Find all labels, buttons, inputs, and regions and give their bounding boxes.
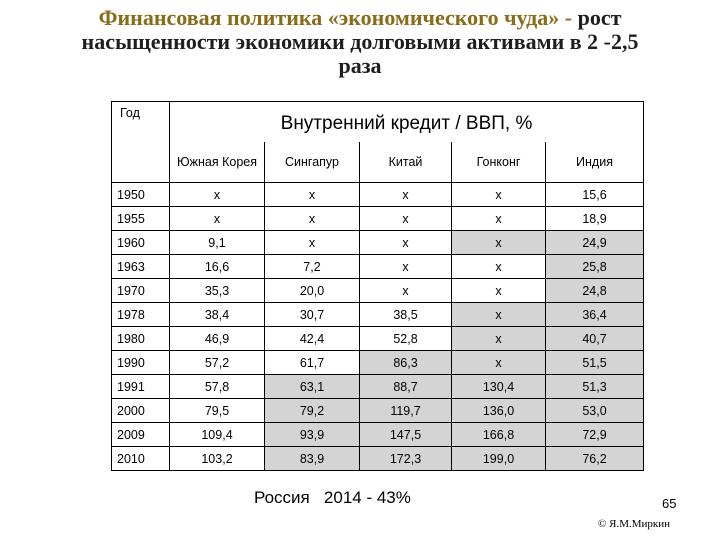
- value-cell: 57,8: [170, 375, 265, 399]
- value-cell: x: [265, 207, 360, 231]
- year-cell: 1955: [112, 207, 170, 231]
- value-cell: x: [360, 207, 452, 231]
- value-cell: 36,4: [546, 303, 644, 327]
- year-cell: 1970: [112, 279, 170, 303]
- value-cell: 9,1: [170, 231, 265, 255]
- table-row: [112, 279, 644, 303]
- value-cell: 61,7: [265, 351, 360, 375]
- year-cell: 2009: [112, 423, 170, 447]
- value-cell: 79,5: [170, 399, 265, 423]
- copyright: © Я.М.Миркин: [598, 518, 671, 530]
- value-cell: 24,8: [546, 279, 644, 303]
- value-cell: 86,3: [360, 351, 452, 375]
- credit-gdp-table: [111, 101, 644, 471]
- col-header-singapore: Сингапур: [265, 142, 360, 183]
- col-header-india: Индия: [546, 142, 644, 183]
- value-cell: 76,2: [546, 447, 644, 471]
- table-row: [112, 231, 644, 255]
- year-cell: 2010: [112, 447, 170, 471]
- table-row: [112, 255, 644, 279]
- slide-title: [0, 6, 720, 78]
- value-cell: x: [452, 279, 546, 303]
- table-row: [112, 399, 644, 423]
- value-cell: x: [452, 351, 546, 375]
- value-cell: 63,1: [265, 375, 360, 399]
- value-cell: x: [265, 183, 360, 207]
- year-cell: 1963: [112, 255, 170, 279]
- year-cell: 1990: [112, 351, 170, 375]
- main-header: Внутренний кредит / ВВП, %: [170, 102, 644, 143]
- value-cell: 53,0: [546, 399, 644, 423]
- title-line-3: раза: [338, 53, 382, 78]
- year-cell: 1950: [112, 183, 170, 207]
- value-cell: 199,0: [452, 447, 546, 471]
- value-cell: 16,6: [170, 255, 265, 279]
- value-cell: 147,5: [360, 423, 452, 447]
- value-cell: x: [452, 255, 546, 279]
- value-cell: 20,0: [265, 279, 360, 303]
- table-row: [112, 303, 644, 327]
- value-cell: 35,3: [170, 279, 265, 303]
- value-cell: 109,4: [170, 423, 265, 447]
- value-cell: 15,6: [546, 183, 644, 207]
- table-row: [112, 327, 644, 351]
- table-row: [112, 351, 644, 375]
- value-cell: 42,4: [265, 327, 360, 351]
- col-header-hong-kong: Гонконг: [452, 142, 546, 183]
- title-line-1-text: Финансовая политика «экономического чуда» -: [98, 5, 578, 30]
- year-cell: 1978: [112, 303, 170, 327]
- value-cell: x: [452, 303, 546, 327]
- value-cell: x: [452, 183, 546, 207]
- table-body: [112, 183, 644, 471]
- value-cell: x: [170, 207, 265, 231]
- value-cell: 52,8: [360, 327, 452, 351]
- value-cell: 88,7: [360, 375, 452, 399]
- value-cell: 46,9: [170, 327, 265, 351]
- table-row: [112, 423, 644, 447]
- year-cell: 2000: [112, 399, 170, 423]
- value-cell: 172,3: [360, 447, 452, 471]
- table-row: [112, 207, 644, 231]
- value-cell: 38,5: [360, 303, 452, 327]
- value-cell: 38,4: [170, 303, 265, 327]
- russia-label: Россия: [254, 488, 310, 507]
- table-row: [112, 183, 644, 207]
- value-cell: 40,7: [546, 327, 644, 351]
- col-header-south-korea: Южная Корея: [170, 142, 265, 183]
- russia-note: [254, 488, 411, 508]
- value-cell: 136,0: [452, 399, 546, 423]
- year-header: Год: [112, 102, 170, 183]
- value-cell: 24,9: [546, 231, 644, 255]
- value-cell: x: [360, 183, 452, 207]
- value-cell: x: [452, 231, 546, 255]
- value-cell: 79,2: [265, 399, 360, 423]
- title-line-1: [0, 6, 720, 30]
- value-cell: 103,2: [170, 447, 265, 471]
- value-cell: 166,8: [452, 423, 546, 447]
- value-cell: x: [452, 327, 546, 351]
- value-cell: 83,9: [265, 447, 360, 471]
- value-cell: 51,3: [546, 375, 644, 399]
- value-cell: 25,8: [546, 255, 644, 279]
- value-cell: x: [265, 231, 360, 255]
- page-number: 65: [662, 496, 677, 511]
- year-cell: 1991: [112, 375, 170, 399]
- value-cell: 7,2: [265, 255, 360, 279]
- russia-value: 2014 - 43%: [323, 488, 411, 507]
- value-cell: 119,7: [360, 399, 452, 423]
- table-row: [112, 375, 644, 399]
- value-cell: x: [170, 183, 265, 207]
- value-cell: x: [452, 207, 546, 231]
- year-cell: 1980: [112, 327, 170, 351]
- value-cell: 130,4: [452, 375, 546, 399]
- title-line-1-end: рост: [577, 5, 622, 30]
- year-cell: 1960: [112, 231, 170, 255]
- value-cell: 30,7: [265, 303, 360, 327]
- col-header-china: Китай: [360, 142, 452, 183]
- value-cell: 93,9: [265, 423, 360, 447]
- value-cell: x: [360, 231, 452, 255]
- value-cell: 72,9: [546, 423, 644, 447]
- title-line-2: насыщенности экономики долговыми активами в 2 -2,5: [81, 29, 639, 54]
- value-cell: x: [360, 279, 452, 303]
- value-cell: 51,5: [546, 351, 644, 375]
- value-cell: 57,2: [170, 351, 265, 375]
- value-cell: x: [360, 255, 452, 279]
- table-row: [112, 447, 644, 471]
- value-cell: 18,9: [546, 207, 644, 231]
